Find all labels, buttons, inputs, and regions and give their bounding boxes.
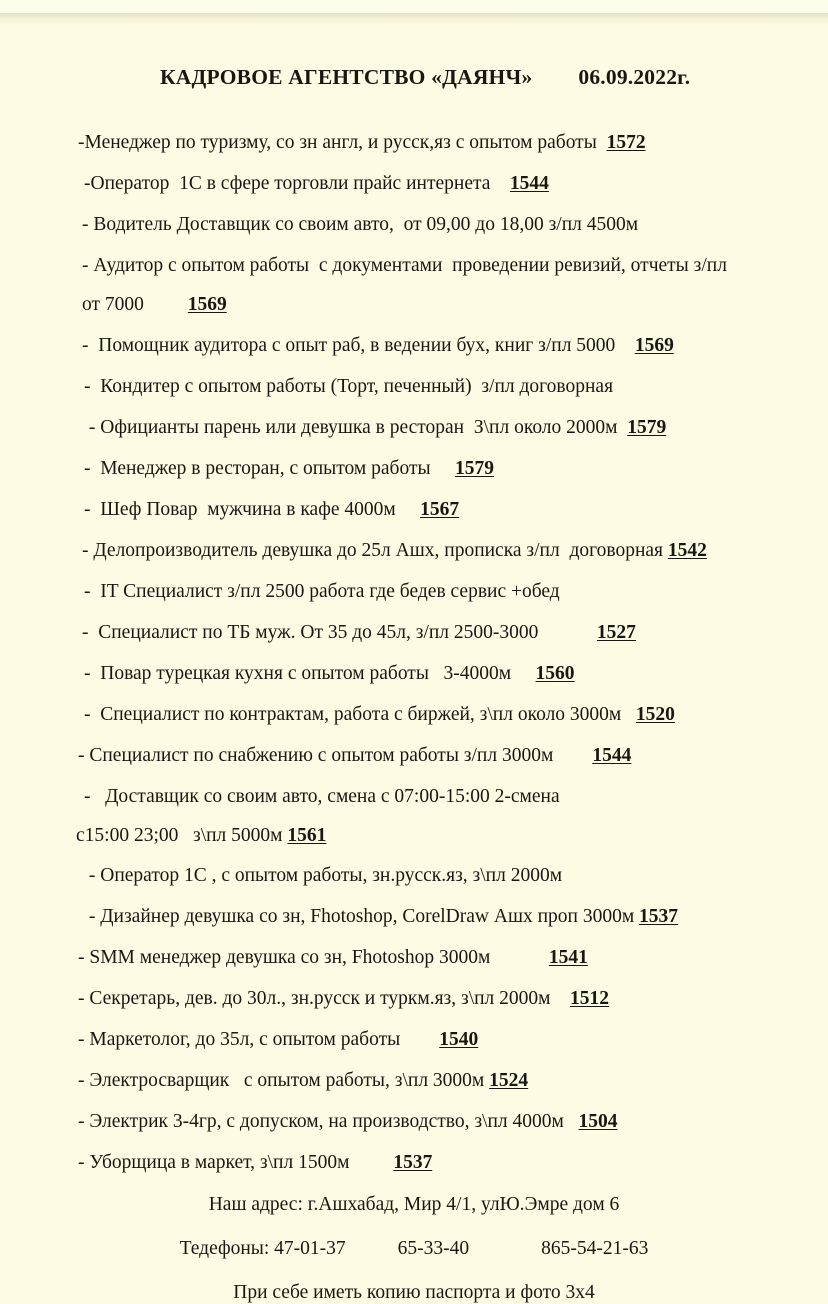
agency-title: КАДРОВОЕ АГЕНТСТВО «ДАЯНЧ» xyxy=(160,65,533,89)
vacancy-entry xyxy=(0,459,828,479)
vacancy-description: - Аудитор с опытом работы с документами проведении ревизий, отчеты з/пл xyxy=(82,254,727,276)
vacancy-description: - Шеф Повар мужчина в кафе 4000м xyxy=(84,498,421,520)
phone-label-and-first: Тедефоны: 47-01-37 xyxy=(179,1238,346,1260)
vacancy-entry xyxy=(0,664,828,684)
vacancy-description: - Водитель Доставщик со своим авто, от 09,00 до 18,00 з/пл 4500м xyxy=(82,213,639,235)
vacancy-description: - Дизайнер девушка со зн, Fhotoshop, CorelDraw Ашх проп 3000м xyxy=(84,906,640,928)
document-footer xyxy=(0,1194,828,1304)
vacancy-entry xyxy=(0,1030,828,1050)
vacancy-description: - Повар турецкая кухня с опытом работы 3-4000м xyxy=(84,662,536,684)
vacancy-description: - Специалист по контрактам, работа с биржей, з\пл около 3000м xyxy=(84,703,636,725)
vacancy-code: 1542 xyxy=(667,539,707,561)
vacancy-code: 1537 xyxy=(393,1152,433,1174)
vacancy-code: 1520 xyxy=(635,703,675,725)
vacancy-description: - Электрик 3-4гр, с допуском, на производство, з\пл 4000м xyxy=(78,1111,579,1133)
footer-note: При себе иметь копию паспорта и фото 3х4 xyxy=(233,1282,595,1304)
footer-address: Наш адрес: г.Ашхабад, Мир 4/1, улЮ.Эмре дом 6 xyxy=(208,1194,620,1216)
vacancy-description: - Помощник аудитора с опыт раб, в ведении бух, книг з/пл 5000 xyxy=(82,334,635,356)
vacancy-code: 1524 xyxy=(489,1070,529,1092)
vacancy-code: 1540 xyxy=(439,1029,479,1051)
vacancy-description: - Кондитер с опытом работы (Торт, печенный) з/пл договорная xyxy=(84,375,614,397)
phone-second: 65-33-40 xyxy=(397,1238,470,1260)
vacancy-description-continued-text: от 7000 xyxy=(82,294,188,316)
vacancy-entry xyxy=(0,787,828,847)
vacancy-code: 1579 xyxy=(454,457,494,479)
vacancy-code: 1569 xyxy=(187,294,227,316)
vacancy-description: - Уборщица в маркет, з\пл 1500м xyxy=(78,1152,394,1174)
footer-phones xyxy=(0,1238,828,1260)
vacancy-description-continued-text: с15:00 23;00 з\пл 5000м xyxy=(76,824,288,846)
vacancy-entry xyxy=(0,948,828,968)
vacancy-entry xyxy=(0,215,828,235)
vacancy-description: - Оператор 1С , с опытом работы, зн.русск.яз, з\пл 2000м xyxy=(84,865,563,887)
vacancy-code: 1569 xyxy=(634,334,674,356)
vacancy-description: - Секретарь, дев. до 30л., зн.русск и туркм.яз, з\пл 2000м xyxy=(78,988,570,1010)
vacancy-description: - Официанты парень или девушка в ресторан З\пл около 2000м xyxy=(84,416,628,438)
vacancy-description: - Электросварщик с опытом работы, з\пл 3000м xyxy=(78,1070,490,1092)
vacancy-code: 1572 xyxy=(606,132,646,153)
vacancy-code: 1504 xyxy=(578,1111,618,1133)
vacancy-code: 1541 xyxy=(548,947,588,969)
vacancy-description-continued xyxy=(76,826,794,846)
vacancy-description: - IT Специалист з/пл 2500 работа где бедев сервис +обед xyxy=(84,580,560,602)
vacancy-code: 1544 xyxy=(592,744,632,766)
vacancy-description-continued xyxy=(82,295,794,315)
vacancy-entry xyxy=(0,174,828,194)
vacancy-code: 1561 xyxy=(287,824,327,846)
vacancy-description: -Оператор 1С в сфере торговли прайс интернета xyxy=(84,172,510,194)
vacancy-entry xyxy=(0,336,828,356)
vacancy-description: - Делопроизводитель девушка до 25л Ашх, прописка з/пл договорная xyxy=(82,539,668,561)
vacancy-entry xyxy=(0,133,828,153)
vacancy-description: - Маркетолог, до 35л, с опытом работы xyxy=(78,1029,440,1051)
vacancy-entry xyxy=(0,541,828,561)
vacancy-entry xyxy=(0,705,828,725)
document-date: 06.09.2022г. xyxy=(578,65,691,89)
vacancy-entry xyxy=(0,256,828,316)
vacancy-code: 1567 xyxy=(420,498,460,520)
vacancy-entry xyxy=(0,907,828,927)
vacancy-description: - Доставщик со своим авто, смена с 07:00-15:00 2-смена xyxy=(84,785,560,807)
vacancy-entry xyxy=(0,1112,828,1132)
page-top-shadow xyxy=(0,13,828,24)
vacancy-code: 1537 xyxy=(639,906,679,928)
document-sheet xyxy=(0,24,828,1304)
vacancy-entry xyxy=(0,866,828,886)
vacancy-description: - Менеджер в ресторан, с опытом работы xyxy=(84,457,455,479)
vacancy-entry xyxy=(0,623,828,643)
vacancy-code: 1560 xyxy=(535,662,575,684)
vacancy-description: - Специалист по снабжению с опытом работы з/пл 3000м xyxy=(78,744,593,766)
vacancy-list xyxy=(0,133,828,1174)
phone-third: 865-54-21-63 xyxy=(541,1238,649,1260)
vacancy-entry xyxy=(0,500,828,520)
document-header xyxy=(0,40,828,115)
vacancy-entry xyxy=(0,989,828,1009)
vacancy-entry xyxy=(0,377,828,397)
vacancy-code: 1512 xyxy=(570,988,609,1010)
vacancy-code: 1544 xyxy=(509,172,549,194)
vacancy-code: 1579 xyxy=(627,416,667,438)
vacancy-entry xyxy=(0,582,828,602)
vacancy-code: 1527 xyxy=(596,621,636,643)
vacancy-description: - SMM менеджер девушка со зн, Fhotoshop 3000м xyxy=(78,947,549,969)
vacancy-description: -Менеджер по туризму, со зн англ, и русск,яз с опытом работы xyxy=(78,132,607,153)
vacancy-entry xyxy=(0,1153,828,1173)
page-top-band xyxy=(0,0,828,13)
vacancy-description: - Специалист по ТБ муж. От 35 до 45л, з/пл 2500-3000 xyxy=(82,621,597,643)
vacancy-entry xyxy=(0,746,828,766)
vacancy-entry xyxy=(0,1071,828,1091)
vacancy-entry xyxy=(0,418,828,438)
